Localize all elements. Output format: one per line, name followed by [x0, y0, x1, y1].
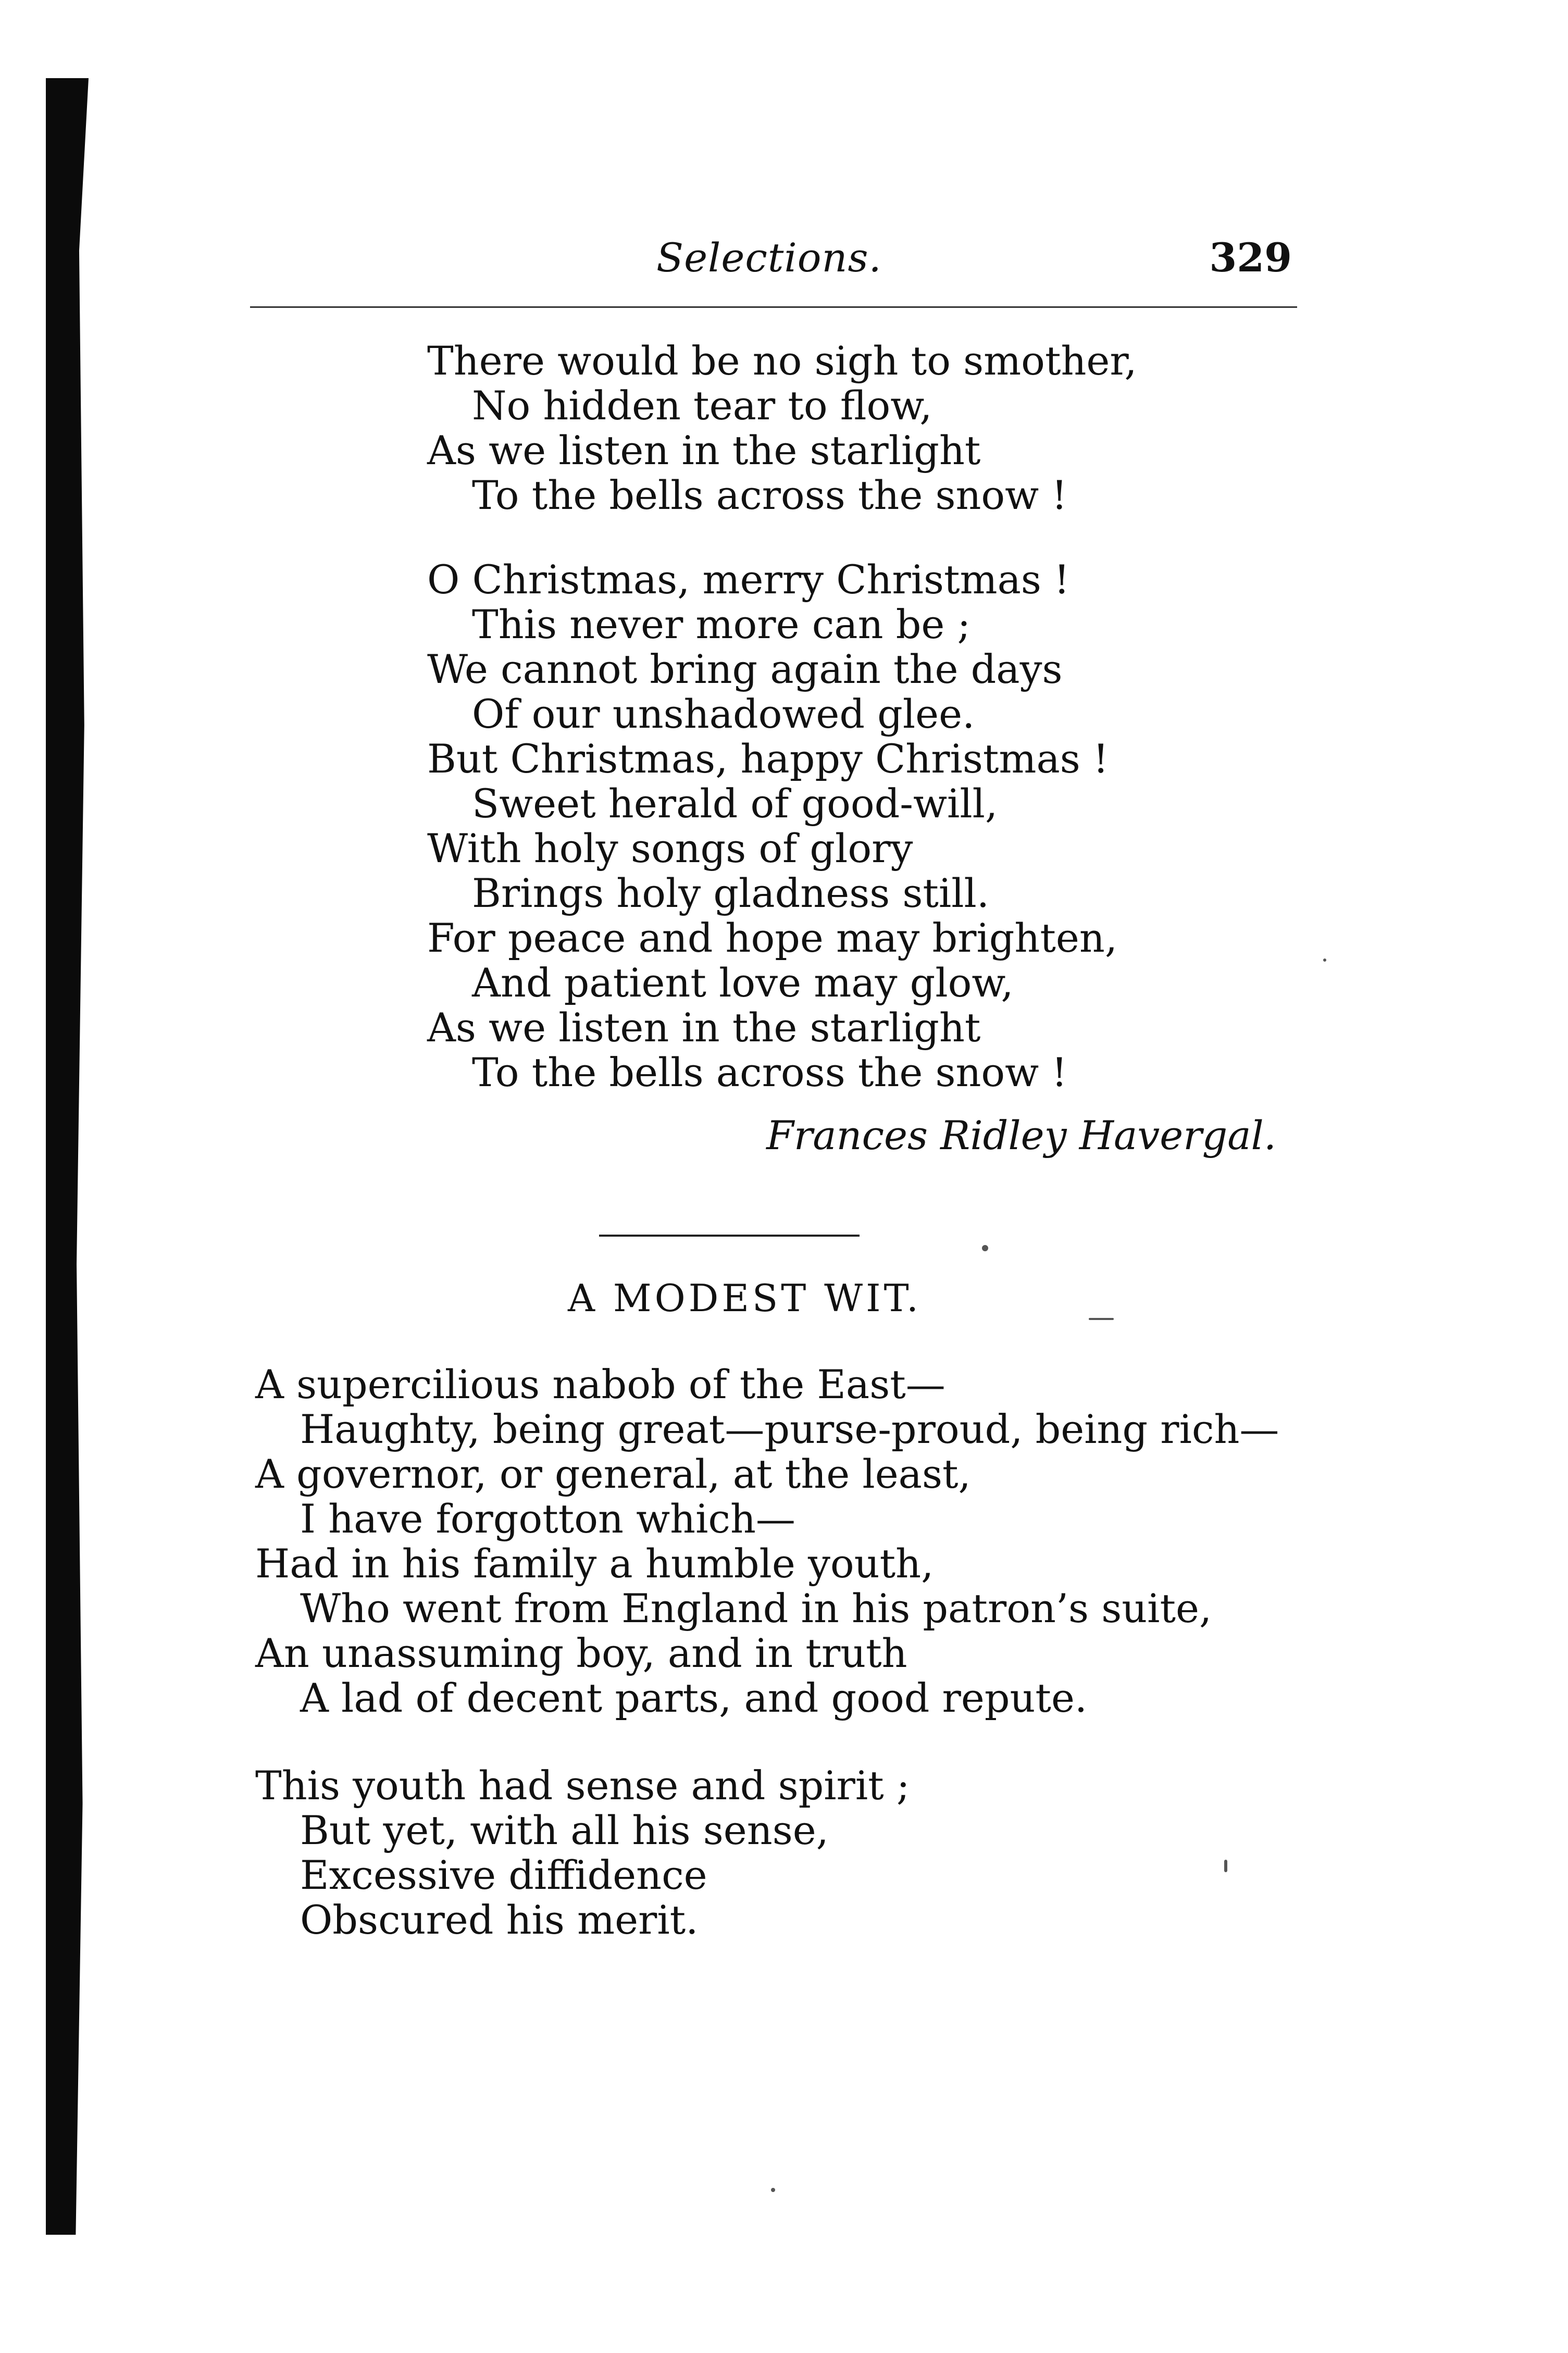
poem-line: A lad of decent parts, and good repute.: [300, 1675, 1088, 1721]
print-speck: [982, 1245, 988, 1251]
poem-line: No hidden tear to flow,: [472, 382, 932, 429]
poem-stanza-4: [255, 1763, 910, 1943]
poem-line: Brings holy gladness still.: [472, 870, 989, 916]
poem-attribution: Frances Ridley Havergal.: [766, 1112, 1276, 1159]
poem-line: I have forgotton which—: [300, 1496, 795, 1542]
poem-line: As we listen in the starlight: [427, 1004, 981, 1051]
poem-line: Haughty, being great—purse-proud, being rich—: [300, 1406, 1279, 1452]
poem-line: Of our unshadowed glee.: [472, 691, 975, 737]
poem-line: This youth had sense and spirit ;: [255, 1762, 910, 1809]
poem-line: And patient love may glow,: [472, 960, 1014, 1006]
poem-line: A governor, or general, at the least,: [255, 1451, 971, 1497]
section-divider: [599, 1235, 860, 1237]
poem-line: Sweet herald of good-will,: [472, 780, 998, 827]
running-head-title: Selections.: [656, 234, 882, 281]
poem-line: Had in his family a humble youth,: [255, 1540, 934, 1587]
poem-line: A supercilious nabob of the East—: [255, 1361, 945, 1408]
poem-stanza-3: [255, 1362, 1279, 1721]
poem-line: O Christmas, merry Christmas !: [427, 556, 1070, 603]
running-head: [250, 229, 1302, 292]
poem-stanza-1: [427, 339, 1137, 518]
print-speck: [771, 2188, 775, 2192]
poem-line: Who went from England in his patron’s suite,: [300, 1585, 1212, 1632]
section-title: A MODEST WIT.: [568, 1276, 922, 1320]
poem-line: To the bells across the snow !: [472, 1049, 1067, 1095]
poem-line: There would be no sigh to smother,: [427, 338, 1137, 384]
poem-line: This never more can be ;: [472, 601, 971, 648]
poem-line: Excessive diffidence: [300, 1852, 707, 1898]
print-speck: [1089, 1318, 1114, 1320]
poem-line: But yet, with all his sense,: [300, 1807, 829, 1853]
print-speck: [1224, 1860, 1227, 1872]
page-number: 329: [1209, 234, 1292, 281]
print-speck: [1323, 958, 1326, 962]
poem-line: To the bells across the snow !: [472, 472, 1067, 518]
poem-line: With holy songs of glory: [427, 825, 913, 872]
poem-stanza-2: [427, 557, 1117, 1095]
poem-line: But Christmas, happy Christmas !: [427, 736, 1109, 782]
poem-line: An unassuming boy, and in truth: [255, 1630, 907, 1676]
header-rule: [250, 306, 1297, 308]
poem-line: As we listen in the starlight: [427, 427, 981, 474]
poem-line: We cannot bring again the days: [427, 646, 1063, 692]
poem-line: Obscured his merit.: [300, 1897, 699, 1943]
poem-line: For peace and hope may brighten,: [427, 915, 1117, 961]
